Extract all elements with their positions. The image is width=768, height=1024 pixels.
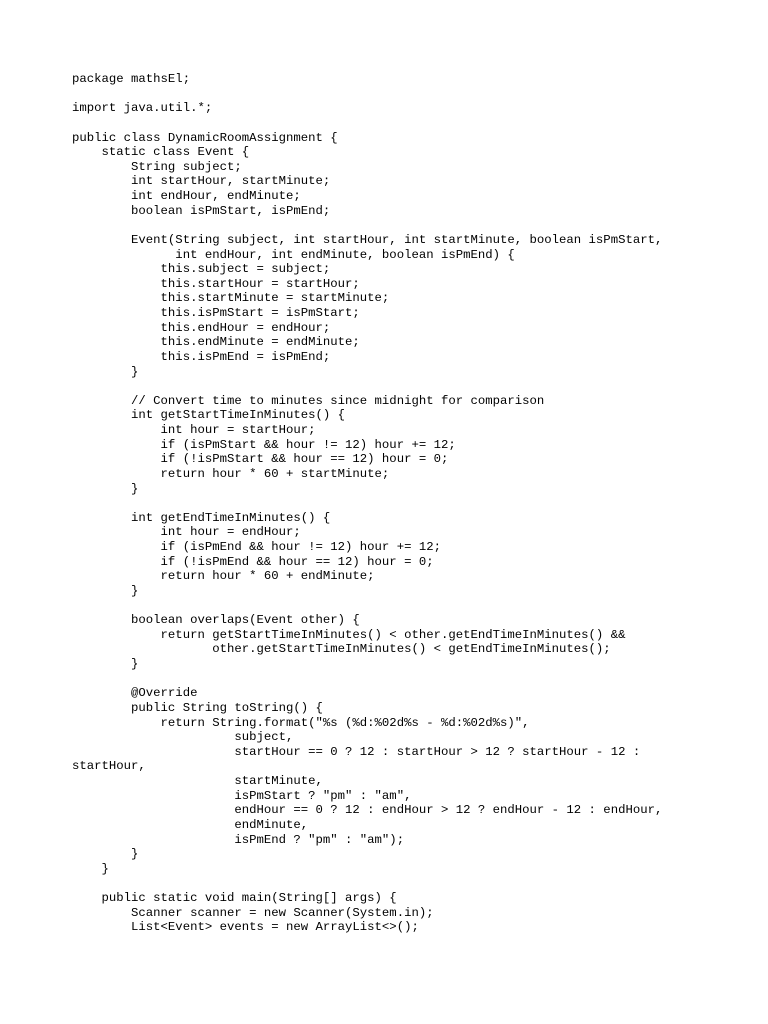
- code-line: return String.format("%s (%d:%02d%s - %d:%02d%s)",: [72, 715, 530, 730]
- code-line: public String toString() {: [72, 700, 323, 715]
- code-line: startHour == 0 ? 12 : startHour > 12 ? startHour - 12 :: [72, 744, 641, 759]
- code-line: // Convert time to minutes since midnight for comparison: [72, 393, 545, 408]
- code-listing: [72, 72, 662, 935]
- code-line: }: [72, 364, 139, 379]
- code-line: int getStartTimeInMinutes() {: [72, 408, 346, 423]
- code-line: isPmEnd ? "pm" : "am");: [72, 832, 405, 847]
- code-line: [72, 218, 662, 233]
- code-line: if (!isPmStart && hour == 12) hour = 0;: [72, 452, 449, 467]
- code-line: return getStartTimeInMinutes() < other.getEndTimeInMinutes() &&: [72, 627, 626, 642]
- code-line: }: [72, 861, 109, 876]
- code-line: package mathsEl;: [72, 72, 191, 86]
- code-line: this.startHour = startHour;: [72, 276, 360, 291]
- code-line: Scanner scanner = new Scanner(System.in);: [72, 905, 434, 920]
- code-line: [72, 496, 662, 511]
- code-line: }: [72, 583, 139, 598]
- code-line: int hour = endHour;: [72, 525, 301, 540]
- code-line: boolean isPmStart, isPmEnd;: [72, 203, 331, 218]
- code-line: boolean overlaps(Event other) {: [72, 613, 360, 628]
- code-line: int getEndTimeInMinutes() {: [72, 510, 331, 525]
- code-line: List<Event> events = new ArrayList<>();: [72, 920, 419, 935]
- code-line: [72, 672, 662, 687]
- code-line: this.endMinute = endMinute;: [72, 335, 360, 350]
- code-line: [72, 116, 662, 131]
- code-line: int hour = startHour;: [72, 423, 316, 437]
- code-line: other.getStartTimeInMinutes() < getEndTimeInMinutes();: [72, 642, 611, 657]
- code-line: [72, 876, 662, 891]
- code-line: this.startMinute = startMinute;: [72, 291, 390, 306]
- code-line: [72, 87, 662, 102]
- code-line: return hour * 60 + startMinute;: [72, 466, 390, 481]
- code-line: Event(String subject, int startHour, int startMinute, boolean isPmStart,: [72, 232, 663, 247]
- code-line: }: [72, 847, 139, 862]
- code-line: if (isPmEnd && hour != 12) hour += 12;: [72, 540, 441, 554]
- code-line: [72, 599, 662, 614]
- code-line: this.endHour = endHour;: [72, 320, 331, 335]
- code-line: endMinute,: [72, 817, 309, 832]
- code-line: import java.util.*;: [72, 101, 213, 116]
- code-line: String subject;: [72, 159, 242, 174]
- code-line: [72, 379, 662, 394]
- code-line: static class Event {: [72, 145, 250, 160]
- code-line: @Override: [72, 686, 198, 701]
- code-line: }: [72, 657, 139, 671]
- code-line: if (isPmStart && hour != 12) hour += 12;: [72, 437, 456, 452]
- code-line: if (!isPmEnd && hour == 12) hour = 0;: [72, 554, 434, 569]
- code-line: this.isPmStart = isPmStart;: [72, 306, 360, 320]
- code-line: int endHour, endMinute;: [72, 189, 301, 203]
- code-line: public static void main(String[] args) {: [72, 891, 397, 905]
- code-line: int endHour, int endMinute, boolean isPmEnd) {: [72, 247, 515, 262]
- code-line: startHour,: [72, 759, 146, 774]
- code-line: return hour * 60 + endMinute;: [72, 569, 375, 584]
- code-line: this.isPmEnd = isPmEnd;: [72, 349, 331, 364]
- code-line: startMinute,: [72, 774, 323, 788]
- code-line: endHour == 0 ? 12 : endHour > 12 ? endHour - 12 : endHour,: [72, 803, 663, 818]
- code-line: public class DynamicRoomAssignment {: [72, 130, 338, 145]
- code-line: }: [72, 481, 139, 496]
- code-line: this.subject = subject;: [72, 262, 331, 277]
- code-line: int startHour, startMinute;: [72, 174, 331, 189]
- code-line: subject,: [72, 730, 294, 745]
- code-line: isPmStart ? "pm" : "am",: [72, 788, 412, 803]
